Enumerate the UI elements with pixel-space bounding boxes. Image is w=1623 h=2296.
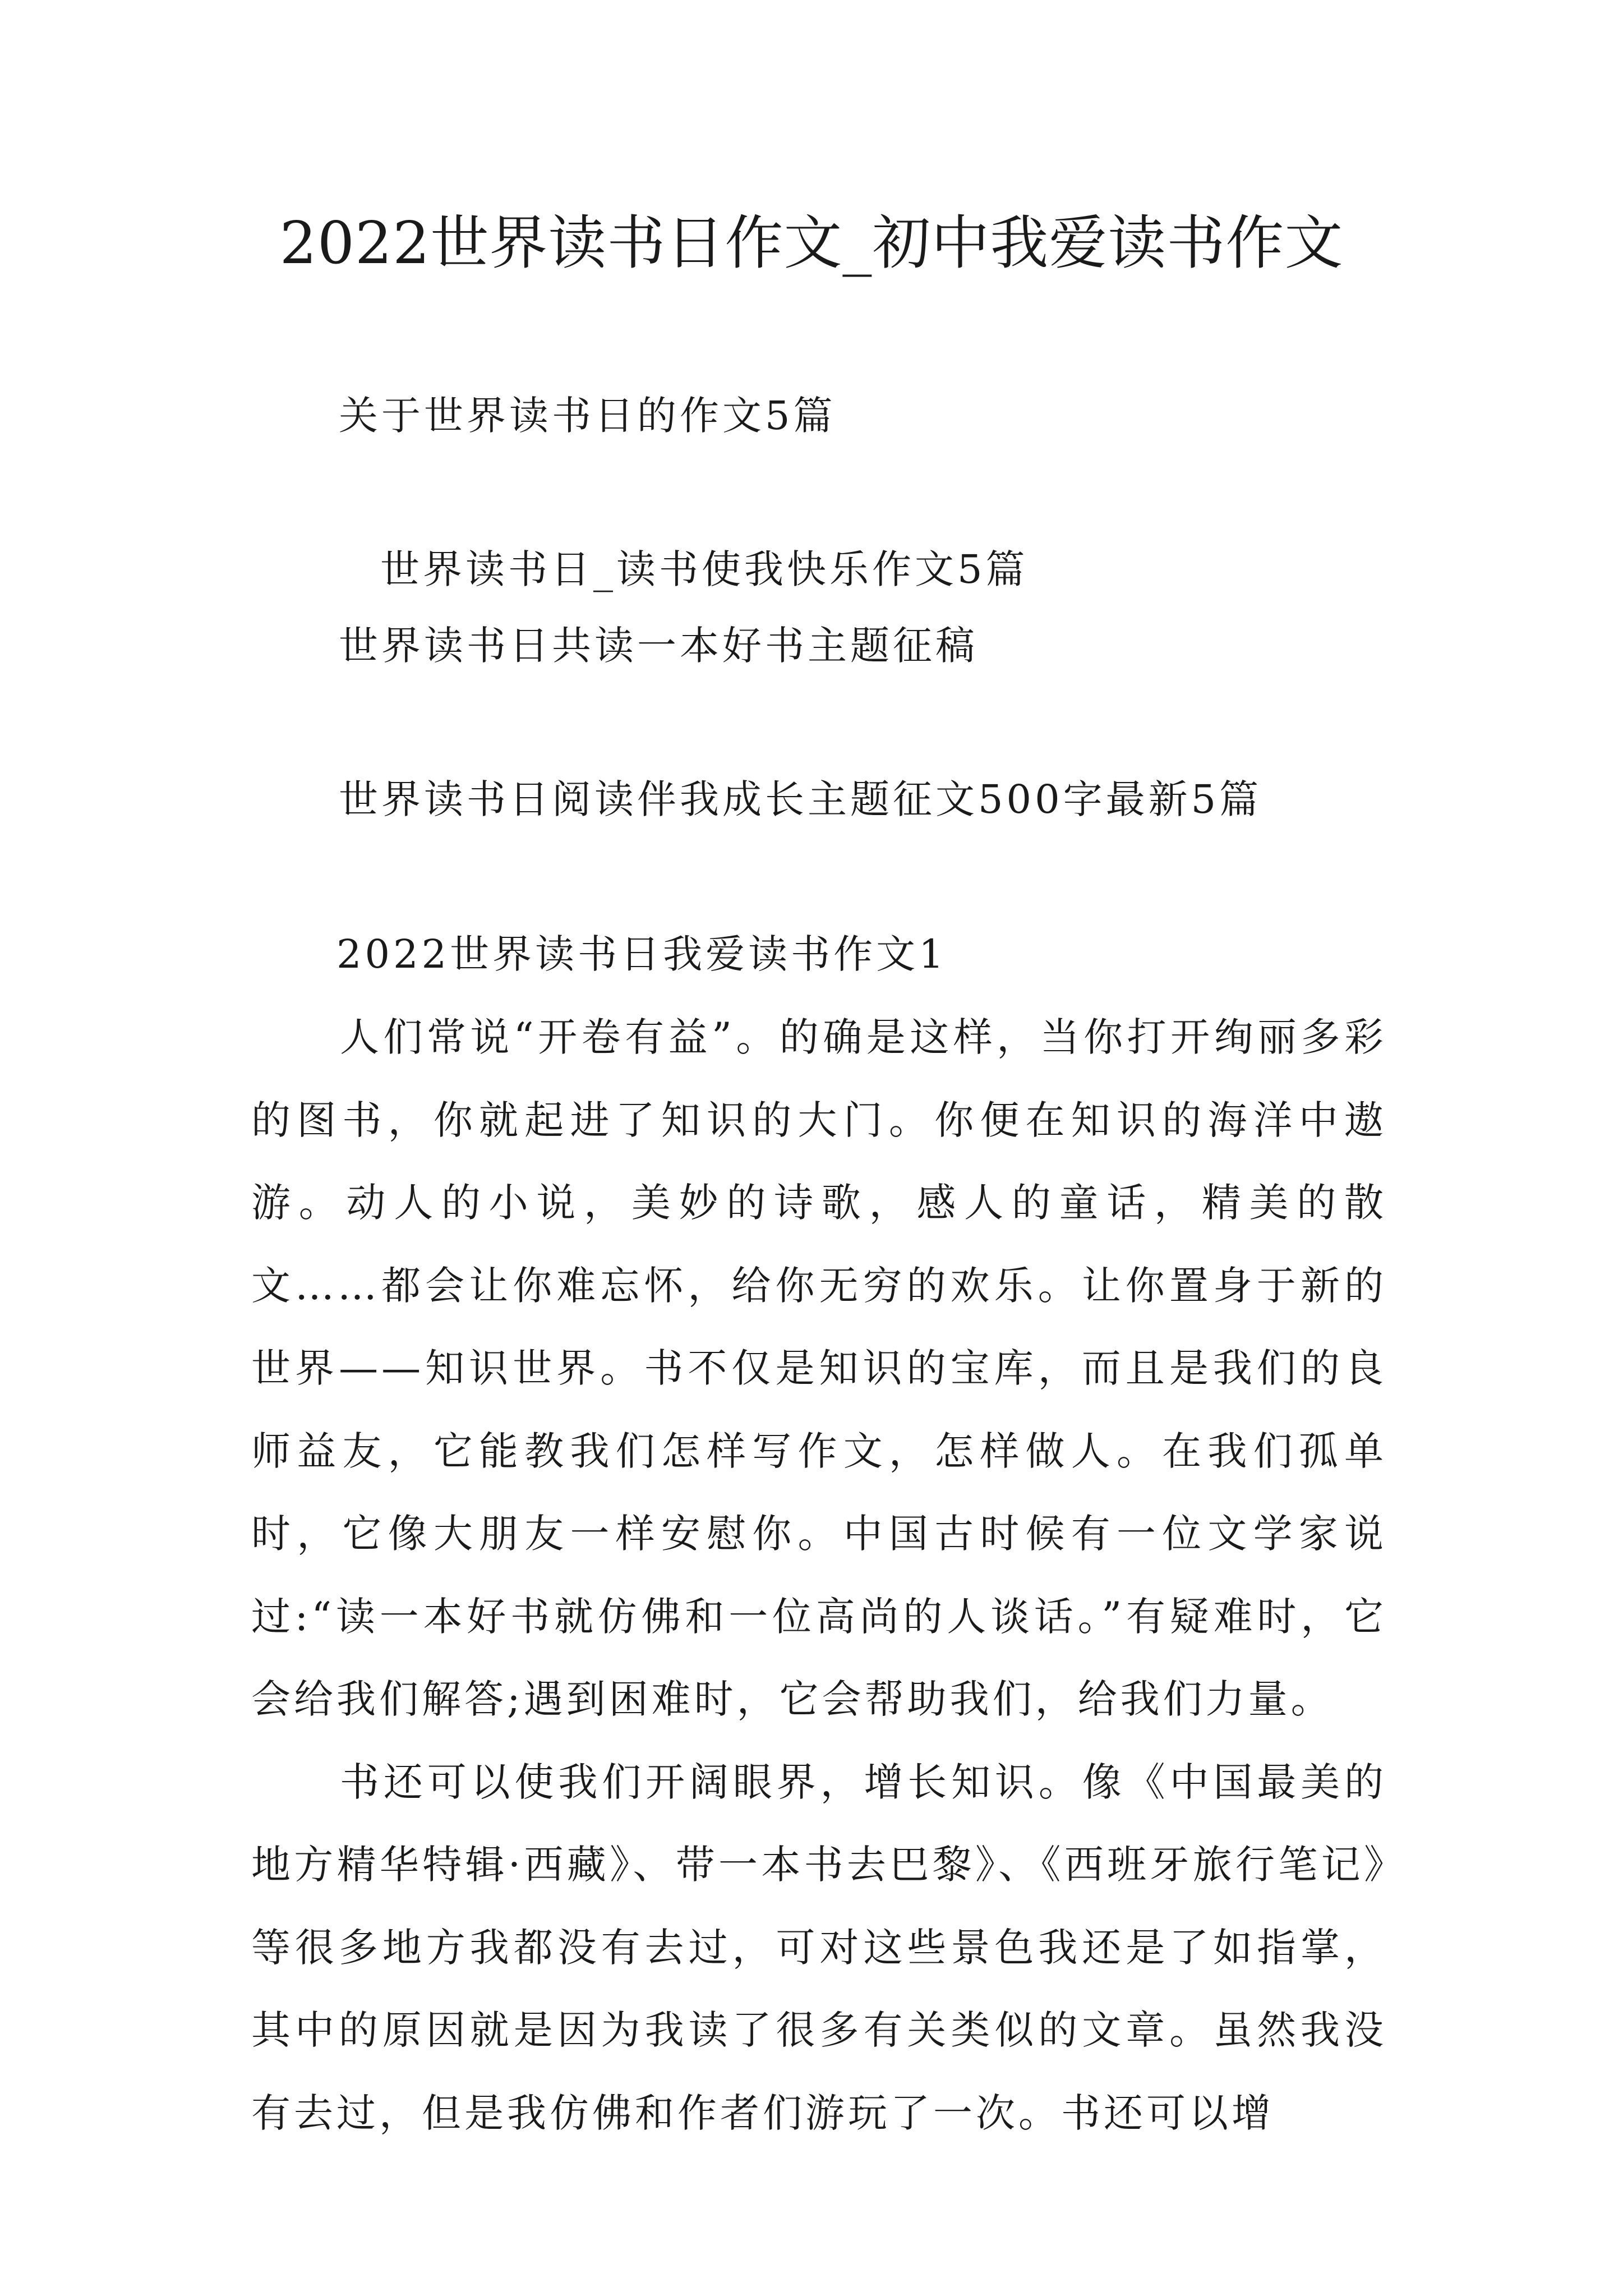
document-title: 2022世界读书日作文_初中我爱读书作文 [279, 209, 1344, 277]
related-link-1[interactable]: 关于世界读书日的作文5篇 [339, 393, 836, 439]
related-link-2[interactable]: 世界读书日_读书使我快乐作文5篇 [380, 546, 1029, 592]
paragraph-2: 书还可以使我们开阔眼界，增长知识。像《中国最美的地方精华特辑·西藏》、带一本书去巴黎》、《西班牙旅行笔记》等很多地方我都没有去过，可对这些景色我还是了如指掌，其中的原因就是因为我读了很多有关类似的文章。虽然我没有去过，但是我仿佛和作者们游玩了一次。书还可以增 [251, 1759, 1387, 2136]
related-link-4[interactable]: 世界读书日阅读伴我成长主题征文500字最新5篇 [339, 776, 1262, 822]
section-heading: 2022世界读书日我爱读书作文1 [336, 931, 947, 977]
related-link-3[interactable]: 世界读书日共读一本好书主题征稿 [339, 623, 978, 669]
paragraph-1: 人们常说“开卷有益”。的确是这样，当你打开绚丽多彩的图书，你就起进了知识的大门。你便在知识的海洋中遨游。动人的小说，美妙的诗歌，感人的童话，精美的散文……都会让你难忘怀，给你无穷的欢乐。让你置身于新的世界——知识世界。书不仅是知识的宝库，而且是我们的良师益友，它能教我们怎样写作文，怎样做人。在我们孤单时，它像大朋友一样安慰你。中国古时候有一位文学家说过:“读一本好书就仿佛和一位高尚的人谈话。”有疑难时，它会给我们解答;遇到困难时，它会帮助我们，给我们力量。 [251, 1014, 1387, 1722]
article-body [251, 996, 1387, 2155]
